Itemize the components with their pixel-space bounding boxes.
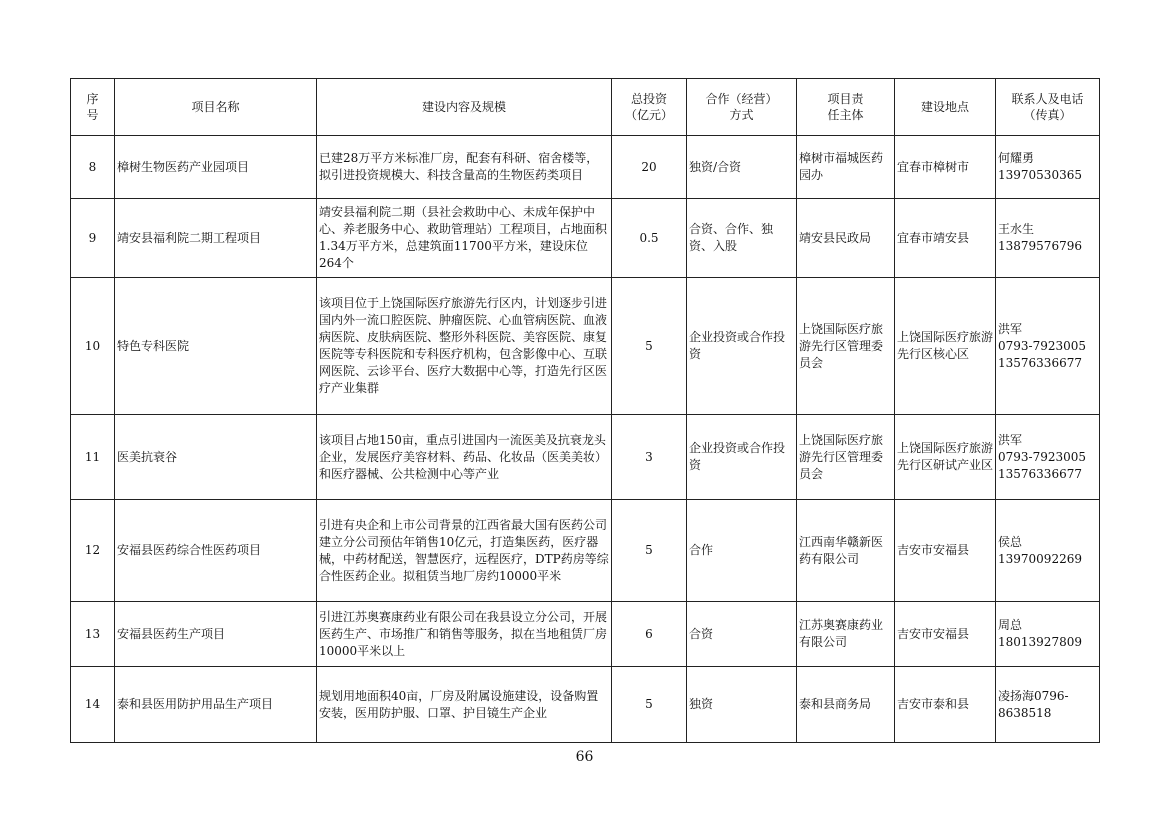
table-row <box>71 278 1100 415</box>
cell-contact: 周总 18013927809 <box>996 602 1100 667</box>
header-row <box>71 79 1100 136</box>
cell-mode: 独资/合资 <box>687 136 797 199</box>
cell-investment: 6 <box>612 602 687 667</box>
header-seq: 序 号 <box>71 79 115 136</box>
header-owner: 项目责 任主体 <box>797 79 895 136</box>
header-investment: 总投资 （亿元） <box>612 79 687 136</box>
cell-location: 吉安市安福县 <box>895 500 996 602</box>
cell-location: 宜春市靖安县 <box>895 199 996 278</box>
cell-mode: 企业投资或合作投资 <box>687 278 797 415</box>
cell-contact: 洪军 0793-7923005 13576336677 <box>996 415 1100 500</box>
cell-name: 安福县医药生产项目 <box>115 602 317 667</box>
projects-table <box>70 78 1100 743</box>
cell-content: 引进江苏奥赛康药业有限公司在我县设立分公司，开展医药生产、市场推广和销售等服务，拟在当地租赁厂房10000平米以上 <box>317 602 612 667</box>
cell-seq: 10 <box>71 278 115 415</box>
cell-owner: 靖安县民政局 <box>797 199 895 278</box>
cell-seq: 8 <box>71 136 115 199</box>
cell-location: 上饶国际医疗旅游先行区研试产业区 <box>895 415 996 500</box>
cell-name: 靖安县福利院二期工程项目 <box>115 199 317 278</box>
cell-seq: 12 <box>71 500 115 602</box>
cell-mode: 独资 <box>687 667 797 743</box>
cell-contact: 王水生 13879576796 <box>996 199 1100 278</box>
cell-content: 该项目占地150亩，重点引进国内一流医美及抗衰龙头企业，发展医疗美容材料、药品、化妆品（医美美妆）和医疗器械、公共检测中心等产业 <box>317 415 612 500</box>
cell-content: 靖安县福利院二期（县社会救助中心、未成年保护中心、养老服务中心、救助管理站）工程项目，占地面积1.34万平方米，总建筑面11700平方米，建设床位264个 <box>317 199 612 278</box>
cell-investment: 5 <box>612 667 687 743</box>
cell-owner: 江苏奥赛康药业有限公司 <box>797 602 895 667</box>
cell-location: 吉安市泰和县 <box>895 667 996 743</box>
cell-name: 特色专科医院 <box>115 278 317 415</box>
table-row <box>71 500 1100 602</box>
table-row <box>71 199 1100 278</box>
header-location: 建设地点 <box>895 79 996 136</box>
cell-mode: 合资 <box>687 602 797 667</box>
header-contact: 联系人及电话 （传真） <box>996 79 1100 136</box>
cell-mode: 合资、合作、独资、入股 <box>687 199 797 278</box>
cell-owner: 上饶国际医疗旅游先行区管理委员会 <box>797 415 895 500</box>
table-row <box>71 136 1100 199</box>
cell-investment: 5 <box>612 500 687 602</box>
cell-owner: 上饶国际医疗旅游先行区管理委员会 <box>797 278 895 415</box>
cell-investment: 3 <box>612 415 687 500</box>
header-content: 建设内容及规模 <box>317 79 612 136</box>
cell-location: 上饶国际医疗旅游先行区核心区 <box>895 278 996 415</box>
cell-seq: 11 <box>71 415 115 500</box>
cell-investment: 0.5 <box>612 199 687 278</box>
cell-contact: 侯总 13970092269 <box>996 500 1100 602</box>
cell-location: 宜春市樟树市 <box>895 136 996 199</box>
cell-location: 吉安市安福县 <box>895 602 996 667</box>
cell-content: 引进有央企和上市公司背景的江西省最大国有医药公司建立分公司预估年销售10亿元，打造集医药，医疗器械，中药材配送，智慧医疗，远程医疗，DTP药房等综合性医药企业。拟租赁当地厂房约10000平米 <box>317 500 612 602</box>
cell-name: 安福县医药综合性医药项目 <box>115 500 317 602</box>
cell-mode: 企业投资或合作投资 <box>687 415 797 500</box>
cell-name: 樟树生物医药产业园项目 <box>115 136 317 199</box>
header-name: 项目名称 <box>115 79 317 136</box>
cell-owner: 江西南华赣新医药有限公司 <box>797 500 895 602</box>
cell-name: 泰和县医用防护用品生产项目 <box>115 667 317 743</box>
table-row <box>71 415 1100 500</box>
table-row <box>71 602 1100 667</box>
cell-owner: 樟树市福城医药园办 <box>797 136 895 199</box>
cell-content: 该项目位于上饶国际医疗旅游先行区内，计划逐步引进国内外一流口腔医院、肿瘤医院、心血管病医院、血液病医院、皮肤病医院、整形外科医院、美容医院、康复医院等专科医院和专科医疗机构，包含影像中心、互联网医院、云诊平台、医疗大数据中心等，打造先行区医疗产业集群 <box>317 278 612 415</box>
cell-seq: 13 <box>71 602 115 667</box>
cell-contact: 洪军 0793-7923005 13576336677 <box>996 278 1100 415</box>
cell-name: 医美抗衰谷 <box>115 415 317 500</box>
cell-seq: 14 <box>71 667 115 743</box>
cell-investment: 20 <box>612 136 687 199</box>
page-number: 66 <box>575 749 594 765</box>
cell-contact: 凌扬海0796-8638518 <box>996 667 1100 743</box>
cell-content: 已建28万平方米标准厂房，配套有科研、宿舍楼等，拟引进投资规模大、科技含量高的生物医药类项目 <box>317 136 612 199</box>
cell-content: 规划用地面积40亩，厂房及附属设施建设，设备购置安装，医用防护服、口罩、护目镜生产企业 <box>317 667 612 743</box>
cell-contact: 何耀勇 13970530365 <box>996 136 1100 199</box>
header-mode: 合作（经营） 方式 <box>687 79 797 136</box>
cell-mode: 合作 <box>687 500 797 602</box>
table-row <box>71 667 1100 743</box>
cell-investment: 5 <box>612 278 687 415</box>
cell-owner: 泰和县商务局 <box>797 667 895 743</box>
cell-seq: 9 <box>71 199 115 278</box>
